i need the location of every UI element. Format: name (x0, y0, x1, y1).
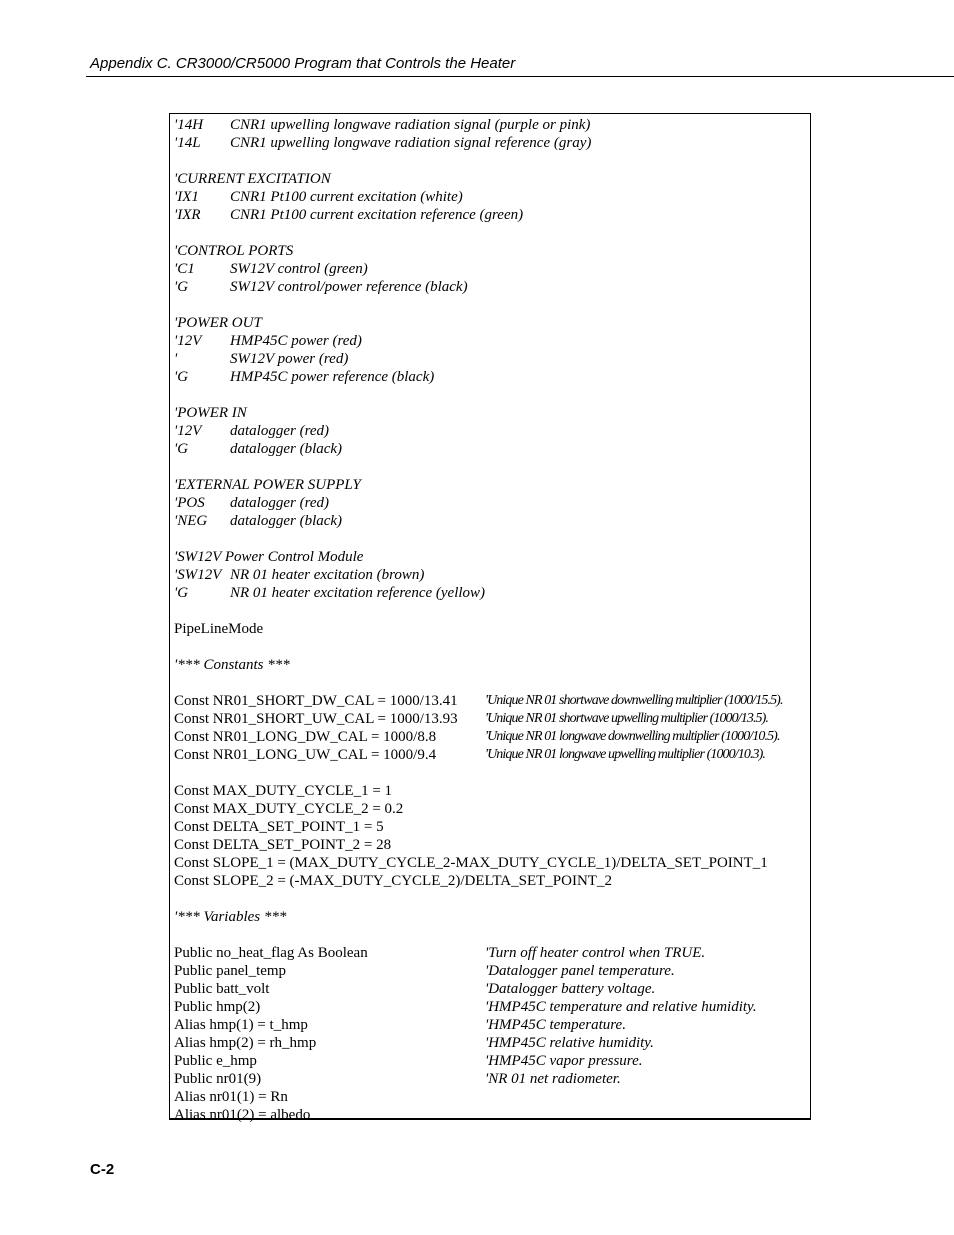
blank-line (174, 530, 810, 548)
code-text: Public batt_volt (174, 981, 270, 997)
wiring-text: datalogger (red) (230, 423, 330, 439)
variable-line (174, 1070, 810, 1088)
duty-constant-line: Const SLOPE_1 = (MAX_DUTY_CYCLE_2-MAX_DUTY_CYCLE_1)/DELTA_SET_POINT_1 (174, 855, 768, 871)
code-comment: 'Unique NR 01 longwave upwelling multiplier (1000/10.3). (485, 747, 766, 762)
wiring-label: 'IXR (174, 207, 201, 223)
wiring-label: 'G (174, 369, 189, 385)
wiring-text: CNR1 upwelling longwave radiation signal (purple or pink) (230, 117, 591, 133)
code-text: Const NR01_SHORT_UW_CAL = 1000/13.93 (174, 711, 458, 727)
variable-line (174, 944, 810, 962)
wiring-text: CNR1 Pt100 current excitation reference (green) (230, 207, 524, 223)
wiring-line (174, 116, 810, 134)
section-heading: 'POWER IN (174, 405, 247, 421)
calibration-constant-line (174, 692, 810, 710)
wiring-line (174, 278, 810, 296)
wiring-text: SW12V control/power reference (black) (230, 279, 468, 295)
duty-constant-line: Const DELTA_SET_POINT_2 = 28 (174, 837, 392, 853)
wiring-line (174, 368, 810, 386)
wiring-line (174, 332, 810, 350)
code-comment: 'Unique NR 01 shortwave downwelling multiplier (1000/15.5). (485, 693, 783, 708)
section-heading: 'CURRENT EXCITATION (174, 171, 331, 187)
code-text: Alias nr01(1) = Rn (174, 1089, 288, 1105)
wiring-label: '14H (174, 117, 204, 133)
section-heading: 'POWER OUT (174, 315, 262, 331)
variable-line (174, 1034, 810, 1052)
duty-constant-line: Const MAX_DUTY_CYCLE_2 = 0.2 (174, 801, 404, 817)
wiring-text: datalogger (black) (230, 441, 343, 457)
wiring-line (174, 260, 810, 278)
section-heading: 'CONTROL PORTS (174, 243, 294, 259)
wiring-line (174, 188, 810, 206)
code-text: Public no_heat_flag As Boolean (174, 945, 368, 961)
code-text: Const NR01_SHORT_DW_CAL = 1000/13.41 (174, 693, 458, 709)
blank-line (174, 638, 810, 656)
variable-line (174, 998, 810, 1016)
code-text: Public panel_temp (174, 963, 287, 979)
code-comment: 'HMP45C relative humidity. (485, 1035, 654, 1051)
wiring-label: '14L (174, 135, 201, 151)
wiring-line (174, 422, 810, 440)
wiring-label: '12V (174, 333, 202, 349)
code-text: Alias nr01(2) = albedo (174, 1107, 311, 1123)
wiring-label: 'G (174, 585, 189, 601)
calibration-constant-line (174, 746, 810, 764)
wiring-text: CNR1 upwelling longwave radiation signal reference (gray) (230, 135, 592, 151)
wiring-text: HMP45C power reference (black) (230, 369, 435, 385)
wiring-line (174, 134, 810, 152)
wiring-text: CNR1 Pt100 current excitation (white) (230, 189, 463, 205)
wiring-text: datalogger (black) (230, 513, 343, 529)
code-text: Public nr01(9) (174, 1071, 262, 1087)
code-comment: 'Datalogger panel temperature. (485, 963, 675, 979)
blank-line (174, 674, 810, 692)
duty-constant-line: Const DELTA_SET_POINT_1 = 5 (174, 819, 384, 835)
calibration-constant-line (174, 728, 810, 746)
program-listing-box (169, 113, 811, 1123)
blank-line (174, 152, 810, 170)
variables-heading: '*** Variables *** (174, 909, 287, 925)
constants-heading: '*** Constants *** (174, 657, 290, 673)
variable-line (174, 980, 810, 998)
blank-line (174, 764, 810, 782)
duty-constant-line: Const SLOPE_2 = (-MAX_DUTY_CYCLE_2)/DELTA_SET_POINT_2 (174, 873, 612, 889)
header-divider (86, 76, 954, 77)
page-header: Appendix C. CR3000/CR5000 Program that Controls the Heater (90, 55, 516, 72)
wiring-line (174, 584, 810, 602)
code-comment: 'NR 01 net radiometer. (485, 1071, 621, 1087)
wiring-text: SW12V power (red) (230, 351, 349, 367)
wiring-line (174, 440, 810, 458)
wiring-line (174, 512, 810, 530)
wiring-label: 'C1 (174, 261, 195, 277)
wiring-line (174, 350, 810, 368)
blank-line (174, 890, 810, 908)
wiring-label: 'IX1 (174, 189, 199, 205)
code-comment: 'HMP45C vapor pressure. (485, 1053, 643, 1069)
variable-line (174, 1088, 810, 1106)
wiring-line (174, 494, 810, 512)
page-number: C-2 (90, 1161, 115, 1178)
wiring-label: 'NEG (174, 513, 208, 529)
wiring-label: 'G (174, 279, 189, 295)
blank-line (174, 224, 810, 242)
wiring-text: datalogger (red) (230, 495, 330, 511)
code-comment: 'Unique NR 01 shortwave upwelling multiplier (1000/13.5). (485, 711, 769, 726)
program-listing (170, 114, 810, 1124)
variable-line (174, 962, 810, 980)
code-text: Const NR01_LONG_UW_CAL = 1000/9.4 (174, 747, 437, 763)
wiring-label: 'G (174, 441, 189, 457)
wiring-line (174, 206, 810, 224)
variable-line (174, 1052, 810, 1070)
code-comment: 'HMP45C temperature. (485, 1017, 626, 1033)
duty-constant-line: Const MAX_DUTY_CYCLE_1 = 1 (174, 783, 393, 799)
code-text: Public e_hmp (174, 1053, 257, 1069)
code-comment: 'HMP45C temperature and relative humidity. (485, 999, 757, 1015)
variable-line (174, 1106, 810, 1124)
wiring-line (174, 566, 810, 584)
code-text: Const NR01_LONG_DW_CAL = 1000/8.8 (174, 729, 437, 745)
wiring-label: 'POS (174, 495, 205, 511)
wiring-text: NR 01 heater excitation (brown) (230, 567, 425, 583)
wiring-text: HMP45C power (red) (230, 333, 362, 349)
section-heading: 'EXTERNAL POWER SUPPLY (174, 477, 361, 493)
code-text: Alias hmp(2) = rh_hmp (174, 1035, 317, 1051)
blank-line (174, 602, 810, 620)
wiring-text: SW12V control (green) (230, 261, 368, 277)
pipeline-mode-line: PipeLineMode (174, 621, 264, 637)
blank-line (174, 386, 810, 404)
code-comment: 'Unique NR 01 longwave downwelling multiplier (1000/10.5). (485, 729, 780, 744)
blank-line (174, 296, 810, 314)
code-comment: 'Datalogger battery voltage. (485, 981, 656, 997)
blank-line (174, 458, 810, 476)
blank-line (174, 926, 810, 944)
calibration-constant-line (174, 710, 810, 728)
code-text: Public hmp(2) (174, 999, 261, 1015)
wiring-text: NR 01 heater excitation reference (yellow) (230, 585, 486, 601)
code-text: Alias hmp(1) = t_hmp (174, 1017, 308, 1033)
section-heading: 'SW12V Power Control Module (174, 549, 364, 565)
wiring-label: 'SW12V (174, 567, 222, 583)
wiring-label: '12V (174, 423, 202, 439)
code-comment: 'Turn off heater control when TRUE. (485, 945, 706, 961)
variable-line (174, 1016, 810, 1034)
wiring-label: ' (174, 351, 178, 367)
